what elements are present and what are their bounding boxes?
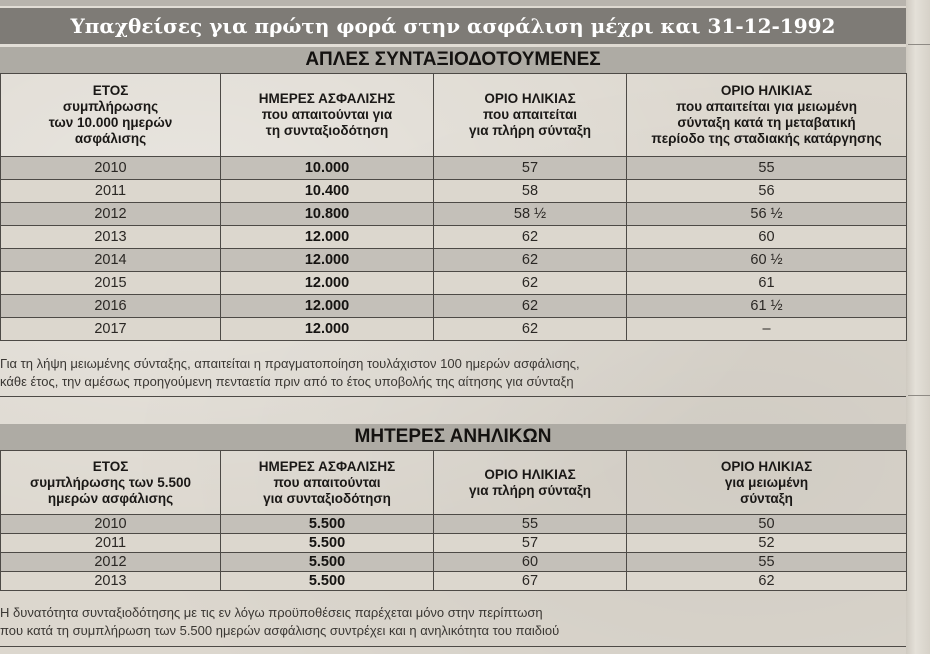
table-row — [1, 553, 907, 572]
header-line: συμπλήρωσης — [62, 99, 159, 114]
full-age-cell: 62 — [434, 318, 627, 341]
days-cell: 12.000 — [221, 226, 434, 249]
days-cell: 5.500 — [221, 515, 434, 534]
header-line: ΟΡΙΟ ΗΛΙΚΙΑΣ — [720, 458, 813, 474]
note-line: κάθε έτος, την αμέσως προηγούμενη πενταετία πριν από το έτος υποβολής της αίτησης για σύνταξη — [0, 374, 574, 389]
note-line: Η δυνατότητα συνταξιοδότησης με τις εν λόγω προϋποθέσεις παρέχεται μόνο στην περίπτωση — [0, 605, 543, 620]
year-cell: 2011 — [1, 180, 221, 203]
days-cell: 12.000 — [221, 318, 434, 341]
header-line: ΟΡΙΟ ΗΛΙΚΙΑΣ — [484, 466, 576, 482]
s2-header-full-age — [434, 451, 627, 515]
header-line: που απαιτούνται — [273, 474, 381, 490]
reduced-age-cell: 50 — [627, 515, 907, 534]
year-cell: 2010 — [1, 515, 221, 534]
reduced-age-cell: 62 — [627, 572, 907, 591]
s2-header-year — [1, 451, 221, 515]
table-row — [1, 318, 907, 341]
year-cell: 2011 — [1, 534, 221, 553]
header-line: ΟΡΙΟ ΗΛΙΚΙΑΣ — [484, 91, 576, 106]
table-row — [1, 515, 907, 534]
year-cell: 2017 — [1, 318, 221, 341]
header-line: ΗΜΕΡΕΣ ΑΣΦΑΛΙΣΗΣ — [258, 458, 396, 474]
days-cell: 10.000 — [221, 157, 434, 180]
days-cell: 12.000 — [221, 272, 434, 295]
section1-title: ΑΠΛΕΣ ΣΥΝΤΑΞΙΟΔΟΤΟΥΜΕΝΕΣ — [0, 47, 906, 73]
table-row — [1, 180, 907, 203]
full-age-cell: 60 — [434, 553, 627, 572]
section2-note — [0, 604, 900, 640]
days-cell: 12.000 — [221, 249, 434, 272]
table-row — [1, 157, 907, 180]
full-age-cell: 62 — [434, 226, 627, 249]
days-cell: 5.500 — [221, 553, 434, 572]
year-cell: 2013 — [1, 226, 221, 249]
header-line: που απαιτείται για μειωμένη — [676, 99, 857, 114]
days-cell: 10.400 — [221, 180, 434, 203]
header-line: για συνταξιοδότηση — [263, 490, 391, 506]
reduced-age-cell: 55 — [627, 157, 907, 180]
top-band — [0, 0, 906, 6]
header-line: συμπλήρωσης των 5.500 — [29, 474, 192, 490]
full-age-cell: 57 — [434, 157, 627, 180]
days-cell: 12.000 — [221, 295, 434, 318]
full-age-cell: 58 ½ — [434, 203, 627, 226]
days-cell: 5.500 — [221, 534, 434, 553]
header-line: που απαιτείται — [482, 107, 577, 122]
header-line: ΗΜΕΡΕΣ ΑΣΦΑΛΙΣΗΣ — [258, 91, 396, 106]
reduced-age-cell: 60 ½ — [627, 249, 907, 272]
days-cell: 10.800 — [221, 203, 434, 226]
main-title: Υπαχθείσες για πρώτη φορά στην ασφάλιση μέχρι και 31-12-1992 — [0, 8, 906, 44]
header-line: σύνταξη — [740, 490, 793, 506]
header-line: τη συνταξιοδότηση — [265, 123, 389, 138]
adjacent-rule — [908, 44, 930, 45]
table-row — [1, 534, 907, 553]
header-line: που απαιτούνται για — [261, 107, 393, 122]
s1-header-year — [1, 74, 221, 157]
s1-header-reduced-age — [627, 74, 907, 157]
table-row — [1, 203, 907, 226]
table-row — [1, 249, 907, 272]
table-row — [1, 295, 907, 318]
s1-header-full-age — [434, 74, 627, 157]
year-cell: 2010 — [1, 157, 221, 180]
full-age-cell: 62 — [434, 249, 627, 272]
year-cell: 2013 — [1, 572, 221, 591]
header-line: για πλήρη σύνταξη — [468, 482, 592, 498]
year-cell: 2014 — [1, 249, 221, 272]
header-line: σύνταξη κατά τη μεταβατική — [677, 115, 856, 130]
full-age-cell: 55 — [434, 515, 627, 534]
section2-title: ΜΗΤΕΡΕΣ ΑΝΗΛΙΚΩΝ — [0, 424, 906, 450]
section1-header-row — [1, 74, 907, 157]
reduced-age-cell: 61 ½ — [627, 295, 907, 318]
table-row — [1, 226, 907, 249]
reduced-age-cell: 52 — [627, 534, 907, 553]
header-line: ημερών ασφάλισης — [47, 490, 174, 506]
table-row — [1, 272, 907, 295]
table-row — [1, 572, 907, 591]
header-line: για πλήρη σύνταξη — [468, 123, 592, 138]
reduced-age-cell: – — [627, 318, 907, 341]
full-age-cell: 58 — [434, 180, 627, 203]
section2-header-row — [1, 451, 907, 515]
days-cell: 5.500 — [221, 572, 434, 591]
section1-note — [0, 355, 900, 391]
header-line: ΕΤΟΣ — [92, 83, 129, 98]
year-cell: 2012 — [1, 553, 221, 572]
header-line: ΕΤΟΣ — [92, 458, 129, 474]
header-line: για μειωμένη — [724, 474, 809, 490]
header-line: ασφάλισης — [74, 131, 147, 146]
section-divider — [0, 646, 906, 647]
adjacent-column-edge — [906, 0, 930, 654]
reduced-age-cell: 61 — [627, 272, 907, 295]
full-age-cell: 62 — [434, 295, 627, 318]
full-age-cell: 67 — [434, 572, 627, 591]
year-cell: 2012 — [1, 203, 221, 226]
section-divider — [0, 396, 906, 397]
s2-header-days — [221, 451, 434, 515]
reduced-age-cell: 56 — [627, 180, 907, 203]
section2-table — [0, 450, 907, 591]
year-cell: 2015 — [1, 272, 221, 295]
reduced-age-cell: 56 ½ — [627, 203, 907, 226]
adjacent-rule — [908, 395, 930, 396]
section1-table — [0, 73, 907, 341]
year-cell: 2016 — [1, 295, 221, 318]
full-age-cell: 57 — [434, 534, 627, 553]
s1-header-days — [221, 74, 434, 157]
full-age-cell: 62 — [434, 272, 627, 295]
s2-header-reduced-age — [627, 451, 907, 515]
reduced-age-cell: 60 — [627, 226, 907, 249]
reduced-age-cell: 55 — [627, 553, 907, 572]
header-line: ΟΡΙΟ ΗΛΙΚΙΑΣ — [720, 83, 813, 98]
note-line: Για τη λήψη μειωμένης σύνταξης, απαιτείται η πραγματοποίηση τουλάχιστον 100 ημερών ασφάλισης, — [0, 356, 580, 371]
header-line: των 10.000 ημερών — [48, 115, 173, 130]
header-line: περίοδο της σταδιακής κατάργησης — [651, 131, 882, 146]
note-line: που κατά τη συμπλήρωση των 5.500 ημερών ασφάλισης συντρέχει και η ανηλικότητα του παιδιού — [0, 623, 560, 638]
